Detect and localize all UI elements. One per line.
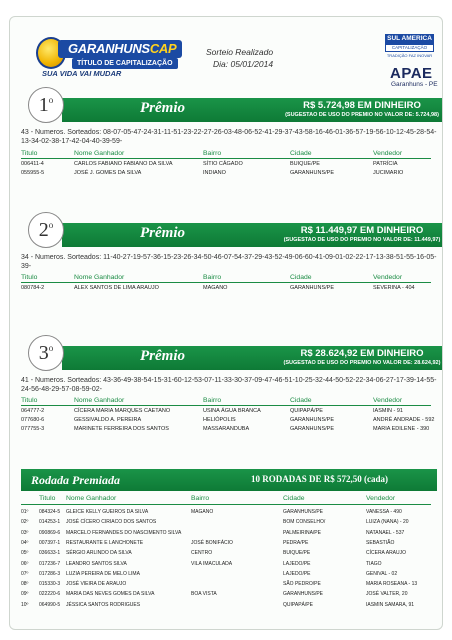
sulamerica-logo: SUL AMERICA CAPITALIZAÇÃO TRADIÇÃO FAZ INOVAR bbox=[386, 35, 433, 58]
prize-ordinal-badge: 3 $^o$ bbox=[28, 335, 64, 371]
prize-bar bbox=[62, 346, 443, 370]
rodada-table-header: Titulo Nome Ganhador Bairro Cidade Vendedor bbox=[21, 495, 431, 505]
table-row: 080784-2 ALEX SANTOS DE LIMA ARAUJO MAGANO GARANHUNS/PE SEVERINA - 404 bbox=[21, 285, 415, 291]
prize-suggestion: (SUGESTAO DE USO DO PREMIO NO VALOR DE: 28.624,92) bbox=[283, 360, 441, 366]
draw-info bbox=[206, 47, 273, 69]
table-row: 077755-3 MARINETE FERREIRA DOS SANTOS MASSARANDUBA GARANHUNS/PE MARIA EDILENE - 390 bbox=[21, 426, 430, 432]
prize-value: R$ 28.624,92 EM DINHEIRO bbox=[300, 348, 424, 359]
apae-location: Garanhuns - PE bbox=[391, 81, 438, 88]
winners-table-header: Titulo Nome Ganhador Bairro Cidade Vendedor bbox=[21, 397, 431, 406]
logo-subtitle: TÍTULO DE CAPITALIZAÇÃO bbox=[72, 58, 178, 69]
page-frame bbox=[9, 16, 443, 630]
prize-bar bbox=[62, 223, 443, 247]
table-row: 09º 022220-6 MARIA DAS NEVES GOMES DA SILVA BOA VISTA GARANHUNS/PE JOSÉ VALTER, 20 bbox=[21, 591, 408, 598]
table-row: 04º 007397-1 RESTAURANTE E LANCHONETE JOSÉ BONIFÁCIO PEDRA/PE SEBASTIÃO bbox=[21, 539, 395, 546]
prize-ordinal-badge: 2 $^o$ bbox=[28, 212, 64, 248]
prize-ordinal-badge: 1 $^o$ bbox=[28, 87, 64, 123]
table-row: 07º 017286-3 LUZIA PEREIRA DE MELO LIMA LAJEDO/PE GENIVAL - 02 bbox=[21, 570, 398, 577]
prize-label: Prêmio bbox=[140, 225, 185, 241]
table-row: 02º 014253-1 JOSÉ CÍCERO CIRIACO DOS SANTOS BOM CONSELHO/ LUIZA (NANA) - 20 bbox=[21, 519, 409, 526]
drawn-numbers: 41 - Numeros. Sorteados: 43-36-49-38-54-15-31-60-12-53-07-11-33-30-37-09-47-46-51-10-25-32-44-50-52-22-34-06-27-17-39-14-55-24-56-48-29-57-08-59-02- bbox=[21, 377, 437, 393]
apae-logo: APAE bbox=[390, 65, 433, 82]
drawn-numbers: 34 - Numeros. Sorteados: 11-40-27-19-57-36-15-23-26-34-50-46-07-54-37-29-43-52-49-06-60-41-09-01-02-22-17-13-38-51-55-16-05-39- bbox=[21, 254, 437, 270]
prize-value: R$ 5.724,98 EM DINHEIRO bbox=[303, 100, 421, 111]
table-row: 03º 090869-6 MARCELO FERNANDES DO NASCIMENTO SILVA PALMEIRINA/PE NATANAEL - 537 bbox=[21, 529, 405, 536]
winners-table-header: Titulo Nome Ganhador Bairro Cidade Vendedor bbox=[21, 274, 431, 283]
slogan: SUA VIDA VAI MUDAR bbox=[42, 69, 122, 78]
draw-date: Dia: 05/01/2014 bbox=[213, 59, 274, 69]
prize-value: R$ 11.449,97 EM DINHEIRO bbox=[300, 225, 424, 236]
table-row: 05º 036633-1 SÉRGIO ARLINDO DA SILVA CENTRO BUIQUE/PE CÍCERA ARAUJO bbox=[21, 550, 407, 557]
table-row: 10º 064990-5 JÉSSICA SANTOS RODRIGUES QUIPAPÁ/PE IASMIN SAMARA, 91 bbox=[21, 601, 415, 608]
table-row: 01º 084324-5 GLEICE KELLY GUEIROS DA SILVA MAGANO GARANHUNS/PE VANESSA - 490 bbox=[21, 509, 402, 515]
prize-bar bbox=[62, 98, 443, 122]
prize-suggestion: (SUGESTAO DE USO DO PREMIO NO VALOR DE: 5.724,98) bbox=[285, 112, 439, 118]
prize-suggestion: (SUGESTAO DE USO DO PREMIO NO VALOR DE: 11.449,97) bbox=[283, 237, 441, 243]
rodada-summary: 10 RODADAS DE R$ 572,50 (cada) bbox=[251, 474, 388, 484]
table-row: 064777-2 CÍCERA MARIA MARQUES CAETANO USINA ÁGUA BRANCA QUIPAPÁ/PE IASMIN - 91 bbox=[21, 408, 403, 414]
table-row: 055955-5 JOSÉ J. GOMES DA SILVA INDIANO GARANHUNS/PE JUCIMARIO bbox=[21, 170, 404, 176]
prize-label: Prêmio bbox=[140, 100, 185, 116]
logo-name: GARANHUNSCAP bbox=[58, 40, 182, 58]
drawn-numbers: 43 - Numeros. Sorteados: 08-07-05-47-24-31-11-51-23-22-27-26-03-48-06-52-41-29-37-43-58-16-46-01-36-57-19-56-10-12-45-28-54-13-34-02-38-17-42-04-40-39-59- bbox=[21, 129, 437, 145]
rodada-title: Rodada Premiada bbox=[31, 473, 120, 487]
prize-label: Prêmio bbox=[140, 348, 185, 364]
table-row: 077680-6 GESSIVALDO A. PEREIRA HELIÓPOLIS GARANHUNS/PE ANDRÉ ANDRADE - 592 bbox=[21, 417, 435, 423]
table-row: 006411-4 CARLOS FABIANO FABIANO DA SILVA SÍTIO CÂGADO BUIQUE/PE PATRÍCIA bbox=[21, 161, 398, 167]
draw-label: Sorteio Realizado bbox=[206, 47, 274, 57]
table-row: 08º 015330-3 JOSÉ VIEIRA DE ARAUJO SÃO PEDRO/PE MARIA ROSEANA - 13 bbox=[21, 581, 418, 588]
table-row: 06º 017236-7 LEANDRO SANTOS SILVA VILA IMACULADA LAJEDO/PE TIAGO bbox=[21, 560, 382, 567]
rodada-bar bbox=[21, 469, 437, 491]
winners-table-header: Titulo Nome Ganhador Bairro Cidade Vendedor bbox=[21, 150, 431, 159]
